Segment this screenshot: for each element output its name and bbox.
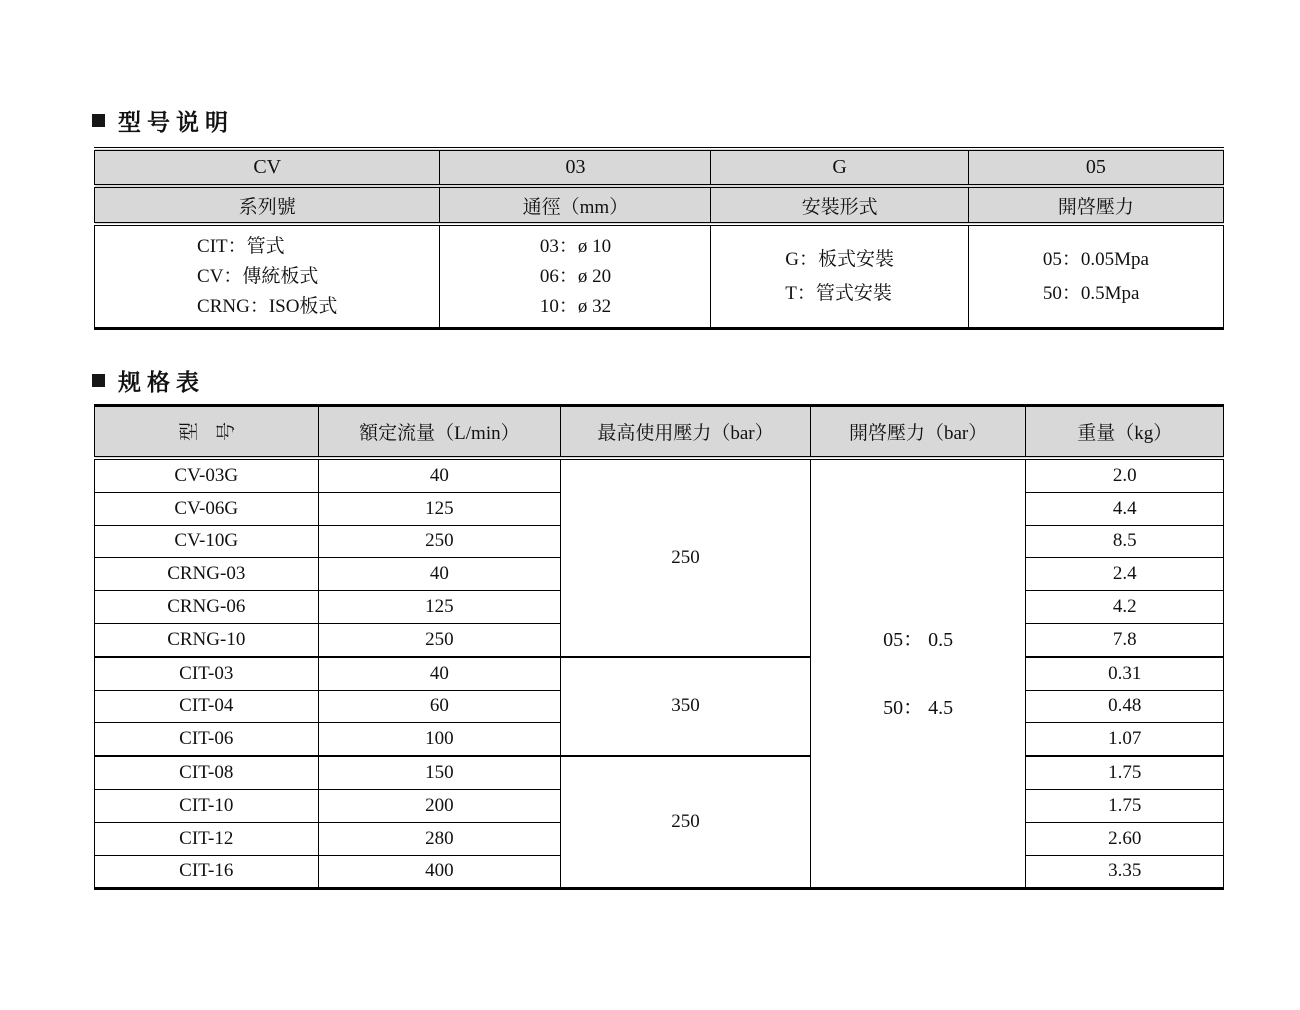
weight-cell: 7.8 bbox=[1026, 623, 1224, 656]
spec-header-row bbox=[95, 406, 1224, 459]
weight-cell: 2.60 bbox=[1026, 822, 1224, 855]
series-option: CRNG：ISO板式 bbox=[197, 295, 338, 317]
weight-cell: 1.75 bbox=[1026, 789, 1224, 822]
weight-cell: 1.07 bbox=[1026, 723, 1224, 756]
model-cell: CIT-08 bbox=[95, 756, 319, 789]
model-cell: CV-03G bbox=[95, 458, 319, 492]
code-cell-mounting: G bbox=[711, 149, 968, 186]
cracking-option: 05：0.05Mpa bbox=[1042, 248, 1149, 270]
model-cell: CIT-16 bbox=[95, 855, 319, 889]
weight-cell: 0.48 bbox=[1026, 690, 1224, 723]
max-pressure-cell: 350 bbox=[561, 657, 811, 756]
spec-table-title bbox=[92, 364, 205, 397]
header-flow: 額定流量（L/min） bbox=[318, 406, 561, 459]
label-cell-diameter: 通徑（mm） bbox=[440, 186, 711, 224]
model-cell: CIT-12 bbox=[95, 822, 319, 855]
weight-cell: 2.4 bbox=[1026, 558, 1224, 591]
max-pressure-cell: 250 bbox=[561, 458, 811, 657]
label-row bbox=[95, 186, 1224, 224]
code-cell-cracking: 05 bbox=[968, 149, 1223, 186]
cracking-options-cell bbox=[968, 224, 1223, 329]
flow-cell: 250 bbox=[318, 525, 561, 558]
label-cell-cracking: 開啓壓力 bbox=[968, 186, 1223, 224]
flow-cell: 125 bbox=[318, 591, 561, 624]
model-description-title bbox=[92, 104, 234, 137]
label-cell-mounting: 安裝形式 bbox=[711, 186, 968, 224]
flow-cell: 40 bbox=[318, 657, 561, 690]
weight-cell: 4.4 bbox=[1026, 492, 1224, 525]
rotated-model-char: 型 bbox=[179, 421, 201, 442]
spec-table bbox=[94, 404, 1224, 890]
weight-cell: 3.35 bbox=[1026, 855, 1224, 889]
weight-cell: 0.31 bbox=[1026, 657, 1224, 690]
flow-cell: 125 bbox=[318, 492, 561, 525]
cracking-pressure-cell bbox=[810, 458, 1026, 889]
series-options-cell bbox=[95, 224, 440, 329]
code-cell-diameter: 03 bbox=[440, 149, 711, 186]
label-cell-series: 系列號 bbox=[95, 186, 440, 224]
model-cell: CIT-10 bbox=[95, 789, 319, 822]
diameter-option: 06：ø 20 bbox=[539, 265, 612, 287]
flow-cell: 100 bbox=[318, 723, 561, 756]
table-row bbox=[95, 756, 1224, 789]
code-row bbox=[95, 149, 1224, 186]
cracking-pressure-line: 05： 0.5 bbox=[883, 628, 954, 651]
weight-cell: 2.0 bbox=[1026, 458, 1224, 492]
section-title-text: 规格表 bbox=[118, 369, 205, 395]
header-model bbox=[95, 406, 319, 459]
flow-cell: 200 bbox=[318, 789, 561, 822]
flow-cell: 40 bbox=[318, 458, 561, 492]
diameter-options-cell bbox=[440, 224, 711, 329]
max-pressure-cell: 250 bbox=[561, 756, 811, 889]
square-bullet-icon bbox=[92, 114, 105, 127]
square-bullet-icon bbox=[92, 374, 105, 387]
table-row bbox=[95, 657, 1224, 690]
table-row bbox=[95, 458, 1224, 492]
header-max-pressure: 最高使用壓力（bar） bbox=[561, 406, 811, 459]
flow-cell: 280 bbox=[318, 822, 561, 855]
options-row bbox=[95, 224, 1224, 329]
model-cell: CRNG-03 bbox=[95, 558, 319, 591]
model-cell: CV-06G bbox=[95, 492, 319, 525]
flow-cell: 250 bbox=[318, 623, 561, 656]
code-cell-series: CV bbox=[95, 149, 440, 186]
flow-cell: 60 bbox=[318, 690, 561, 723]
mounting-option: G：板式安裝 bbox=[785, 248, 894, 270]
weight-cell: 8.5 bbox=[1026, 525, 1224, 558]
series-option: CIT：管式 bbox=[197, 235, 285, 257]
cracking-pressure-line: 50： 4.5 bbox=[883, 696, 954, 719]
diameter-option: 10：ø 32 bbox=[539, 295, 612, 317]
series-option: CV：傳統板式 bbox=[197, 265, 319, 287]
model-cell: CIT-06 bbox=[95, 723, 319, 756]
section-title-text: 型号说明 bbox=[118, 109, 234, 135]
flow-cell: 400 bbox=[318, 855, 561, 889]
mounting-option: T：管式安裝 bbox=[785, 282, 892, 304]
rotated-model-char: 号 bbox=[216, 421, 238, 442]
model-code-table bbox=[94, 147, 1224, 330]
mounting-options-cell bbox=[711, 224, 968, 329]
weight-cell: 1.75 bbox=[1026, 756, 1224, 789]
model-cell: CV-10G bbox=[95, 525, 319, 558]
model-cell: CRNG-10 bbox=[95, 623, 319, 656]
flow-cell: 150 bbox=[318, 756, 561, 789]
model-cell: CIT-03 bbox=[95, 657, 319, 690]
cracking-option: 50：0.5Mpa bbox=[1042, 282, 1140, 304]
model-cell: CRNG-06 bbox=[95, 591, 319, 624]
header-weight: 重量（kg） bbox=[1026, 406, 1224, 459]
weight-cell: 4.2 bbox=[1026, 591, 1224, 624]
model-cell: CIT-04 bbox=[95, 690, 319, 723]
flow-cell: 40 bbox=[318, 558, 561, 591]
header-cracking-pressure: 開啓壓力（bar） bbox=[810, 406, 1026, 459]
diameter-option: 03：ø 10 bbox=[539, 235, 612, 257]
